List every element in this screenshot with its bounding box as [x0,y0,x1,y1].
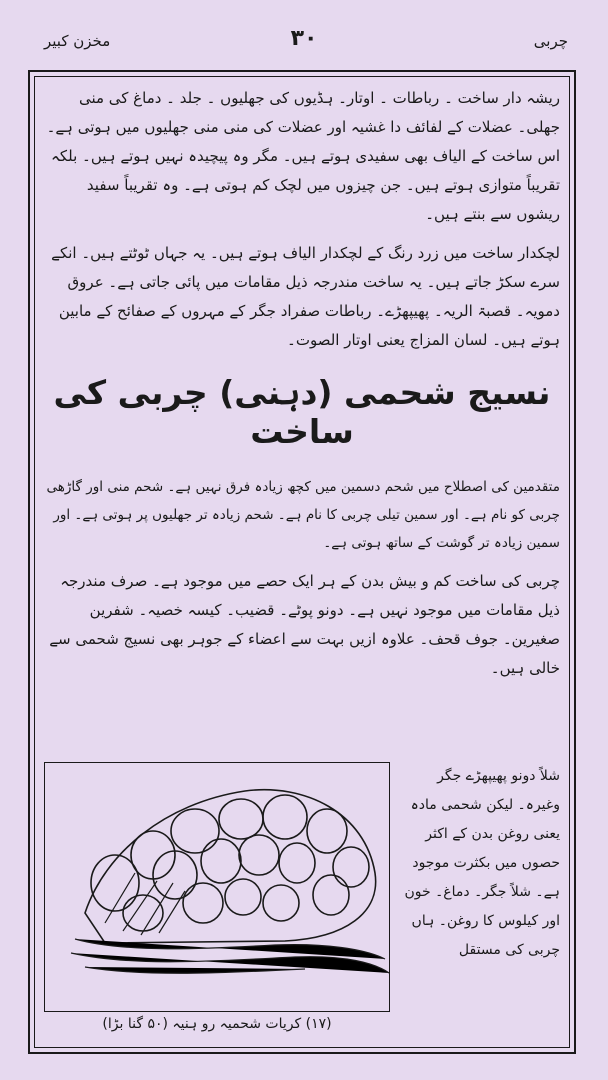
header-book-title: مخزن کبیر [44,32,111,50]
figure-fat-cells [44,762,390,1012]
main-text [44,84,560,824]
paragraph-fat-terminology: متقدمین کی اصطلاح میں شحم دسمین میں کچھ زیادہ فرق نہیں ہے۔ شحم منی اور گاڑھی چربی کو نام ہے۔ اور سمین تیلی چربی کا نام ہے۔ شحم زیادہ تر جھلیوں پر ہوتی ہے۔ اور سمین زیادہ تر گوشت کے ساتھ ہوتی ہے۔ [46,479,560,551]
fat-cells-illustration [45,763,391,1013]
section-heading: نسیج شحمی (دہنی) چربی کی ساخت [53,373,551,451]
paragraph-fibrous-tissue: ریشہ دار ساخت ۔ رباطات ۔ اوتار۔ ہڈیوں کی جھلیوں ۔ جلد ۔ دماغ کی منی جھلی۔ عضلات کے لفائف دا غشیہ اور عضلات کی منی منی جھلیوں میں ہوتی ہے۔ اس ساخت کے الیاف بھی سفیدی ہوتے ہیں۔ مگر وہ پیچیدہ نہیں ہوتے ہیں۔ بلکہ تقریباً متوازی ہوتے ہیں۔ جن چیزوں میں لچک کم ہوتی ہے۔ وہ تقریباً سفید ریشوں سے بنتے ہیں۔ [46,89,560,223]
paragraph-elastic-tissue: لچکدار ساخت میں زرد رنگ کے لچکدار الیاف ہوتے ہیں۔ یہ جہاں ٹوٹتے ہیں۔ انکے سرے سکڑ جاتے ہیں۔ یہ ساخت مندرجہ ذیل مقامات میں پائی جاتی ہے۔ عروق دمویہ۔ قصبۃ الریہ۔ پھیپھڑے۔ رباطات صفراد جگر کے مہروں کے صفائح کے مابین ہوتے ہیں۔ لسان المزاج یعنی اوتار الصوت۔ [51,244,560,349]
page-number: ۳۰ [290,26,318,51]
page-header [30,26,578,60]
side-column-text: شلاً دونو پھیپھڑے جگر وغیرہ۔ لیکن شحمی مادہ یعنی روغن بدن کے اکثر حصوں میں بکثرت موجود ہے۔ شلاً جگر۔ دماغ۔ خون اور کیلوس کا روغن۔ ہاں چربی کی مستقل [404,768,560,958]
figure-caption: (۱۷) کریات شحمیہ رو ہنیہ (۵۰ گنا بڑا) [102,1016,332,1032]
header-section-title: چربی [533,32,568,50]
paragraph-fat-locations: چربی کی ساخت کم و بیش بدن کے ہر ایک حصے میں موجود ہے۔ صرف مندرجہ ذیل مقامات میں موجود نہیں ہے۔ دونو پوٹے۔ قضیب۔ کیسہ خصیہ۔ شفرین صغیرین۔ جوف قحف۔ علاوہ ازیں بہت سے اعضاء کے جوہر بھی نسیج شحمی سے خالی ہیں۔ [49,572,560,677]
